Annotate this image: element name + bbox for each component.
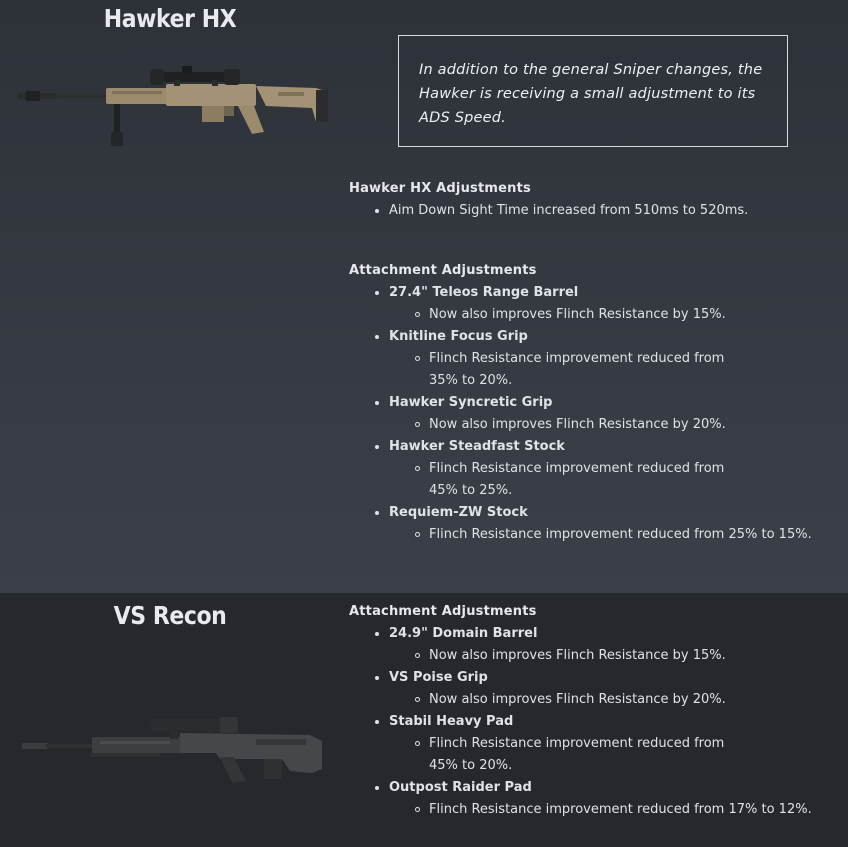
hawker-title: Hawker HX — [103, 4, 237, 33]
attachment-name: 24.9" Domain Barrel — [349, 623, 844, 645]
attachment-note: Flinch Resistance improvement reduced from 45% to 20%. — [349, 733, 749, 777]
vsrecon-notes — [349, 601, 844, 821]
attachment-note: Flinch Resistance improvement reduced from 35% to 20%. — [349, 348, 749, 392]
attachment-name: Outpost Raider Pad — [349, 777, 844, 799]
hawker-attachments-list — [349, 282, 844, 546]
attachment-note: Flinch Resistance improvement reduced from 25% to 15%. — [349, 524, 844, 546]
attachment-name: 27.4" Teleos Range Barrel — [349, 282, 844, 304]
hawker-notes — [349, 178, 844, 546]
attachment-name: Stabil Heavy Pad — [349, 711, 844, 733]
attachment-name: Hawker Steadfast Stock — [349, 436, 844, 458]
list-item: Aim Down Sight Time increased from 510ms to 520ms. — [349, 200, 844, 222]
vsrecon-section — [0, 593, 848, 847]
vsrecon-rifle-image — [20, 715, 326, 789]
hawker-adjustments-list — [349, 200, 844, 222]
attachment-name: Knitline Focus Grip — [349, 326, 844, 348]
attachment-note: Now also improves Flinch Resistance by 20%. — [349, 689, 844, 711]
intro-quote-text: In addition to the general Sniper changes, the Hawker is receiving a small adjustment to its ADS Speed. — [419, 62, 763, 126]
hawker-adjustments-heading: Hawker HX Adjustments — [349, 181, 531, 196]
attachment-name: Requiem-ZW Stock — [349, 502, 844, 524]
vsrecon-attachments-list — [349, 623, 844, 821]
attachment-note: Flinch Resistance improvement reduced from 45% to 25%. — [349, 458, 749, 502]
attachment-name: Hawker Syncretic Grip — [349, 392, 844, 414]
attachment-note: Flinch Resistance improvement reduced from 17% to 12%. — [349, 799, 844, 821]
intro-quote-box — [398, 35, 788, 147]
attachment-note: Now also improves Flinch Resistance by 15%. — [349, 645, 844, 667]
attachment-note: Now also improves Flinch Resistance by 20%. — [349, 414, 844, 436]
vsrecon-title: VS Recon — [113, 601, 227, 630]
vsrecon-attachments-heading: Attachment Adjustments — [349, 604, 537, 619]
attachment-note: Now also improves Flinch Resistance by 15%. — [349, 304, 844, 326]
attachment-name: VS Poise Grip — [349, 667, 844, 689]
hawker-attachments-heading: Attachment Adjustments — [349, 263, 537, 278]
hawker-rifle-image — [16, 62, 332, 152]
